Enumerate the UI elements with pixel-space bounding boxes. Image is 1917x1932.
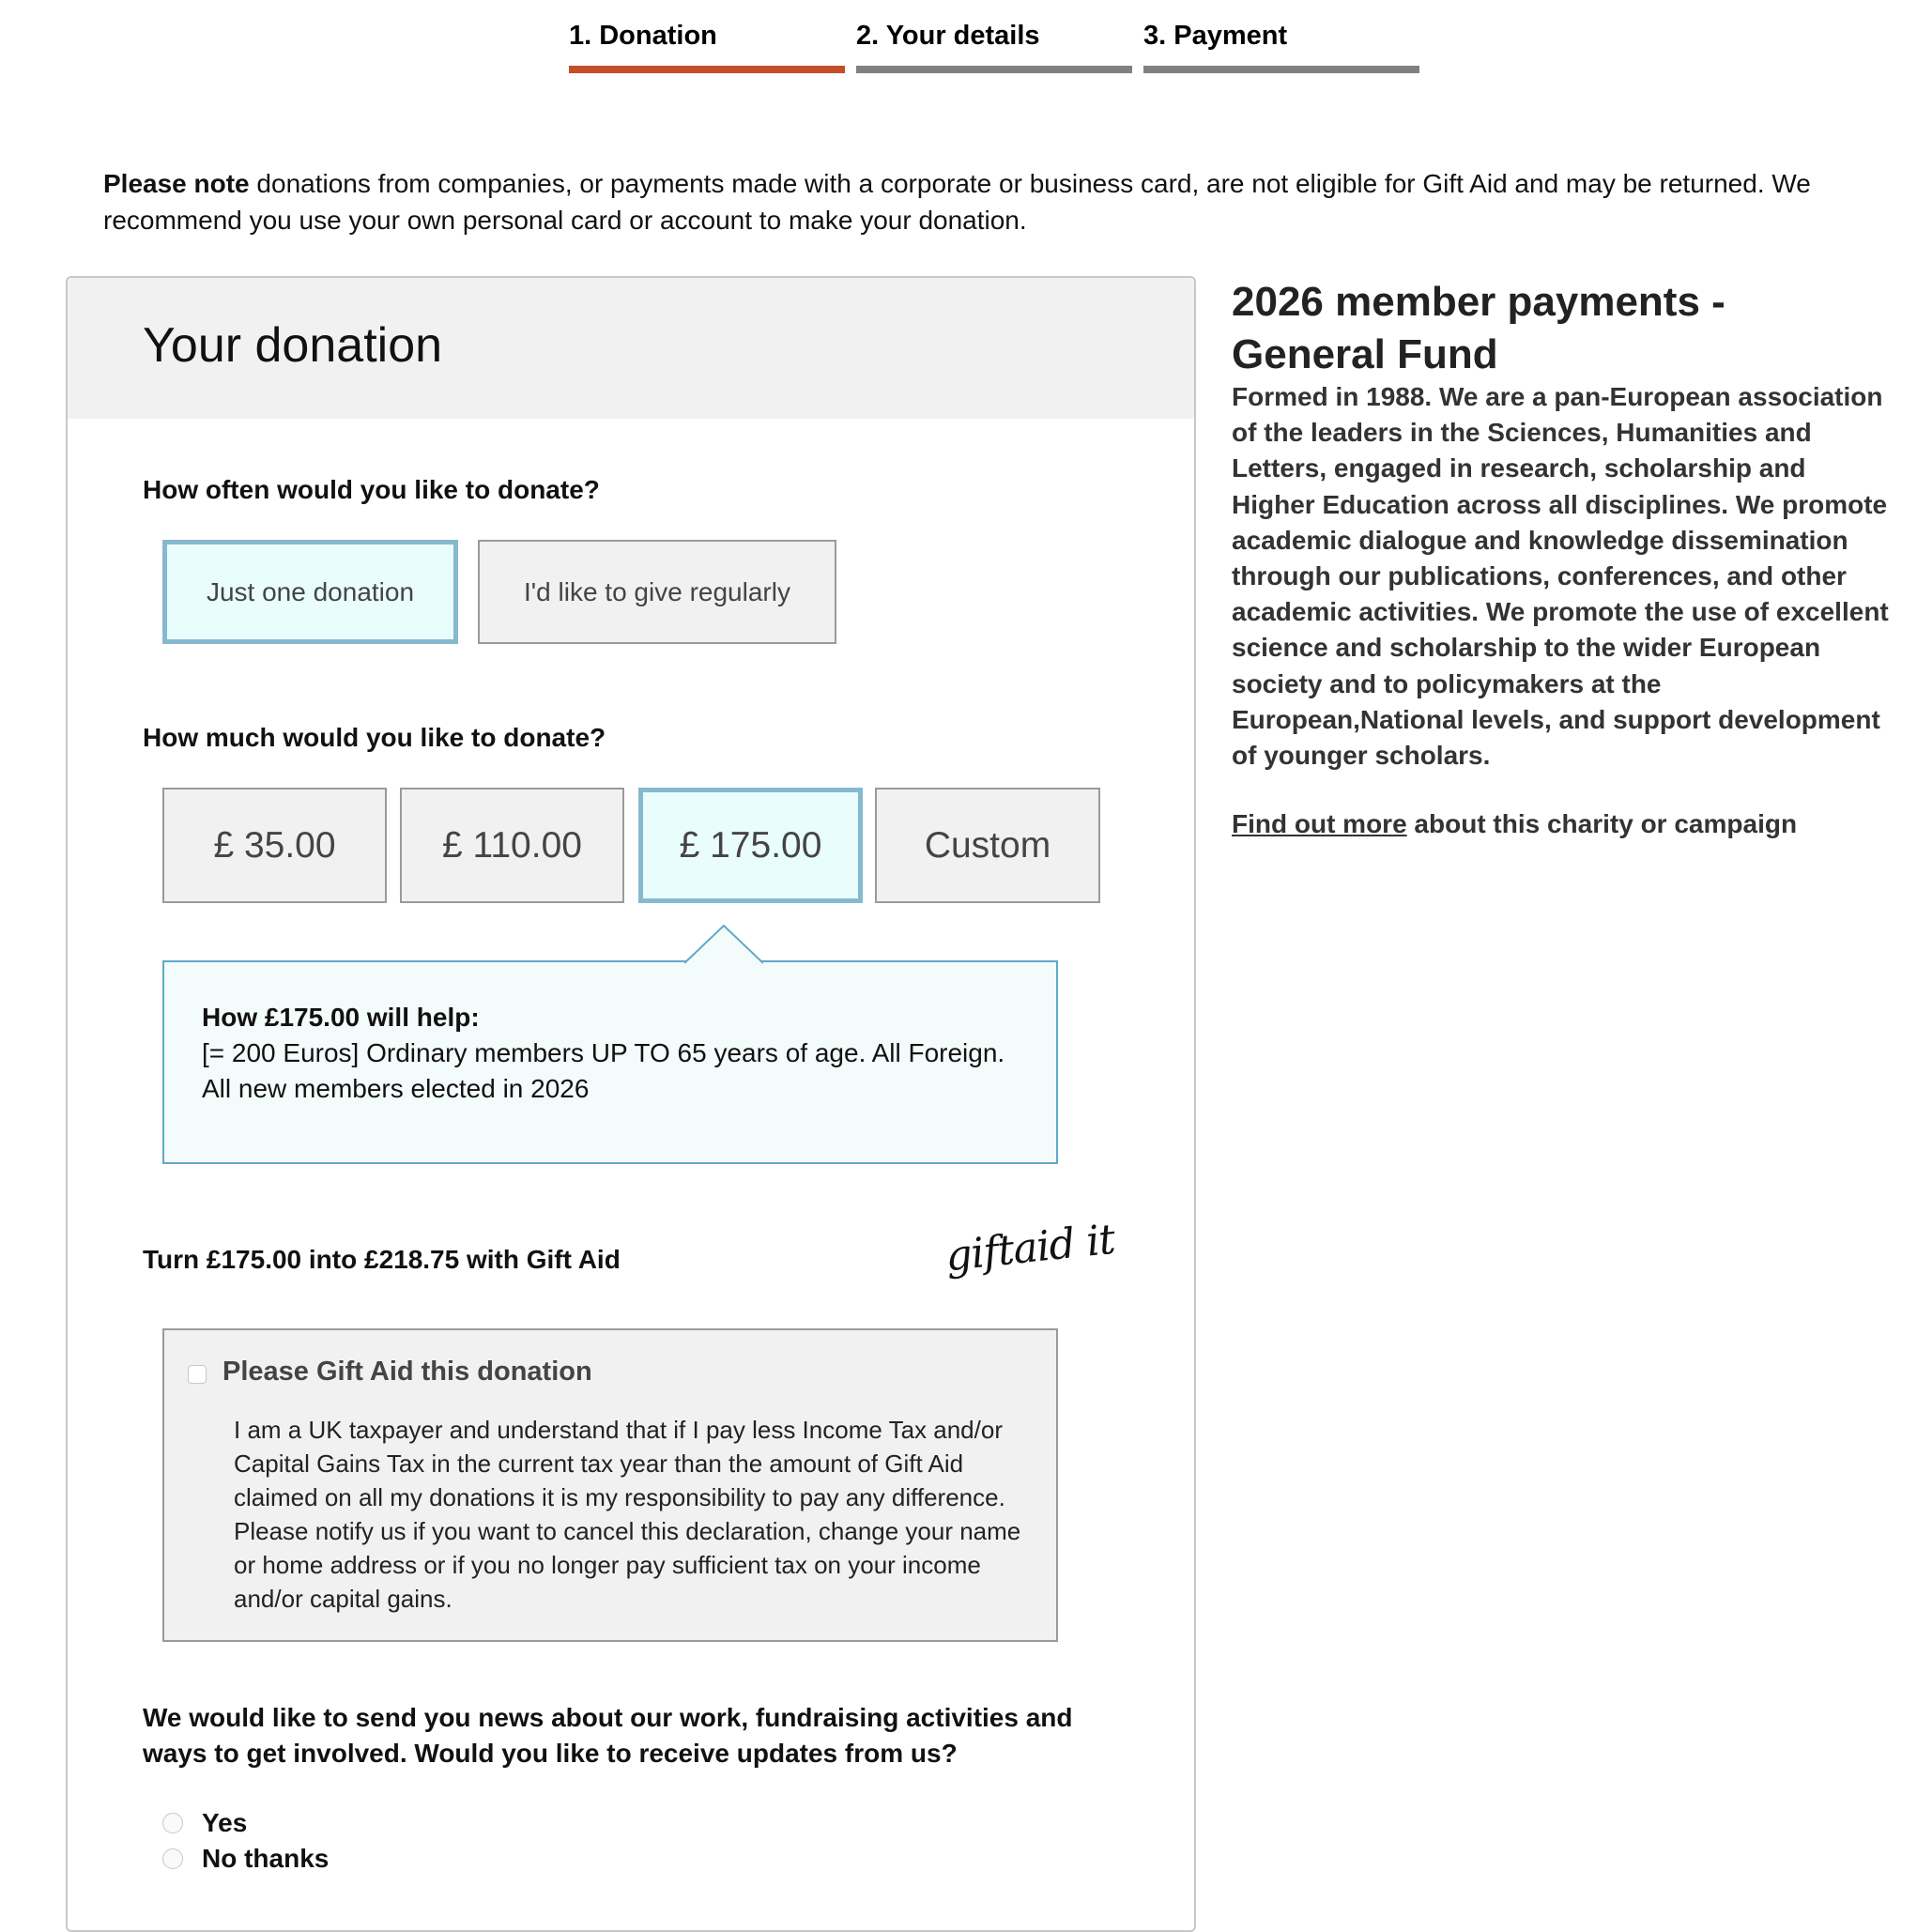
- button-label: I'd like to give regularly: [524, 576, 790, 606]
- button-label: Custom: [924, 824, 1051, 866]
- button-label: £ 110.00: [442, 824, 582, 866]
- button-label: £ 175.00: [679, 824, 822, 866]
- just-one-donation-button[interactable]: [162, 540, 458, 644]
- step-label: 2. Your details: [856, 21, 1040, 51]
- impact-line: All new members elected in 2026: [202, 1074, 590, 1103]
- donation-card: [66, 276, 1196, 1932]
- gift-aid-box: [162, 1328, 1058, 1642]
- card-title: Your donation: [143, 318, 443, 373]
- step-payment: [1143, 17, 1419, 73]
- marketing-question: We would like to send you news about our work, fundraising activities and ways to get involved. Would you like to receive updates from us?: [143, 1703, 1073, 1768]
- marketing-option-no-thanks[interactable]: [162, 1844, 329, 1874]
- notice-bold: Please note: [103, 169, 250, 198]
- amount-175-button[interactable]: [638, 788, 863, 903]
- radio-button[interactable]: [162, 1848, 183, 1869]
- step-label: 1. Donation: [569, 21, 717, 51]
- amount-custom-button[interactable]: [875, 788, 1100, 903]
- step-your-details: [856, 17, 1132, 73]
- notice-text: donations from companies, or payments made with a corporate or business card, are not eligible for Gift Aid and may be returned. We recommend you use your own personal card or account to make your donation.: [103, 169, 1811, 235]
- amount-35-button[interactable]: [162, 788, 387, 903]
- impact-line: [= 200 Euros] Ordinary members UP TO 65 years of age. All Foreign.: [202, 1038, 1005, 1067]
- amount-110-button[interactable]: [400, 788, 624, 903]
- giftaid-logo: giftaid it: [943, 1215, 1117, 1281]
- button-label: Just one donation: [206, 576, 415, 606]
- frequency-question: How often would you like to donate?: [143, 475, 600, 504]
- step-bar-active: [569, 66, 845, 73]
- find-out-more-text: about this charity or campaign: [1406, 809, 1798, 839]
- step-bar: [856, 66, 1132, 73]
- campaign-title: 2026 member payments - General Fund: [1232, 279, 1725, 377]
- gift-aid-notice: [103, 165, 1915, 238]
- step-donation: [569, 17, 845, 73]
- step-label: 3. Payment: [1143, 21, 1288, 51]
- marketing-option-yes[interactable]: [162, 1808, 247, 1838]
- radio-button[interactable]: [162, 1813, 183, 1833]
- gift-aid-headline: Turn £175.00 into £218.75 with Gift Aid: [143, 1245, 621, 1274]
- impact-title: How £175.00 will help:: [202, 1003, 480, 1032]
- step-bar: [1143, 66, 1419, 73]
- gift-aid-checkbox[interactable]: [188, 1365, 207, 1384]
- gift-aid-checkbox-label[interactable]: Please Gift Aid this donation: [222, 1357, 592, 1387]
- button-label: £ 35.00: [213, 824, 336, 866]
- pointer-arrow-icon: [684, 925, 763, 964]
- card-header: [68, 278, 1194, 419]
- impact-text: [202, 1000, 1028, 1107]
- donation-impact-box: [162, 960, 1058, 1164]
- give-regularly-button[interactable]: [478, 540, 836, 644]
- amount-question: How much would you like to donate?: [143, 723, 606, 752]
- find-out-more: [1232, 809, 1889, 839]
- campaign-sidebar: [1232, 276, 1889, 839]
- find-out-more-link[interactable]: Find out more: [1232, 809, 1407, 839]
- gift-aid-declaration: I am a UK taxpayer and understand that if I pay less Income Tax and/or Capital Gains Tax in the current tax year than the amount of Gift Aid claimed on all my donations it is my responsibility to pay any difference. Please notify us if you want to cancel this declaration, change your name or home address or if you no longer pay sufficient tax on your income and/or capital gains.: [234, 1416, 1021, 1613]
- radio-label: No thanks: [202, 1844, 330, 1873]
- campaign-description: Formed in 1988. We are a pan-European association of the leaders in the Sciences, Humanities and Letters, engaged in research, scholarship and Higher Education across all disciplines. We promote academic dialogue and knowledge dissemination through our publications, conferences, and other academic activities. We promote the use of excellent science and scholarship to the wider European society and to policymakers at the European,National levels, and support development of younger scholars.: [1232, 382, 1889, 771]
- radio-label: Yes: [202, 1808, 248, 1837]
